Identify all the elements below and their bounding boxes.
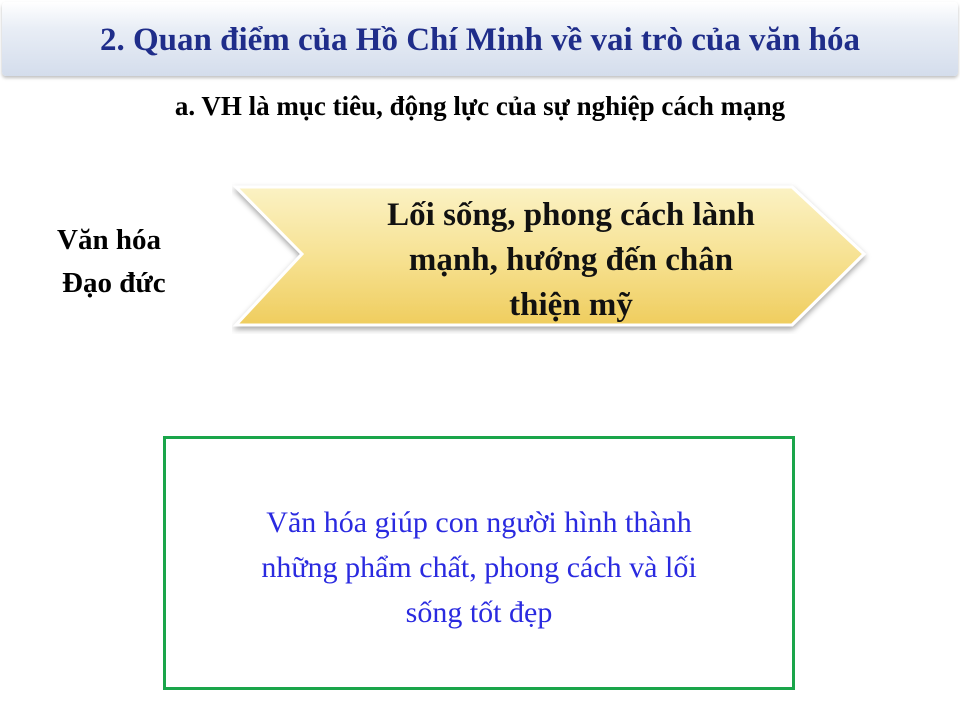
section-subtitle: a. VH là mục tiêu, động lực của sự nghiệp cách mạng: [174, 91, 786, 121]
chevron-text-line-3: thiện mỹ: [509, 287, 633, 323]
note-text-line-2: những phẩm chất, phong cách và lối: [261, 551, 697, 584]
slide-title: 2. Quan điểm của Hồ Chí Minh về vai trò của văn hóa: [100, 22, 860, 58]
chevron-text-line-1: Lối sống, phong cách lành: [387, 197, 755, 233]
note-text: [163, 500, 795, 635]
chevron-text: [316, 193, 826, 328]
note-text-line-3: sống tốt đẹp: [405, 596, 553, 629]
label-van-hoa: Văn hóa: [57, 224, 161, 256]
note-text-line-1: Văn hóa giúp con người hình thành: [266, 506, 692, 539]
label-dao-duc: Đạo đức: [62, 267, 166, 299]
chevron-text-line-2: mạnh, hướng đến chân: [408, 242, 734, 278]
